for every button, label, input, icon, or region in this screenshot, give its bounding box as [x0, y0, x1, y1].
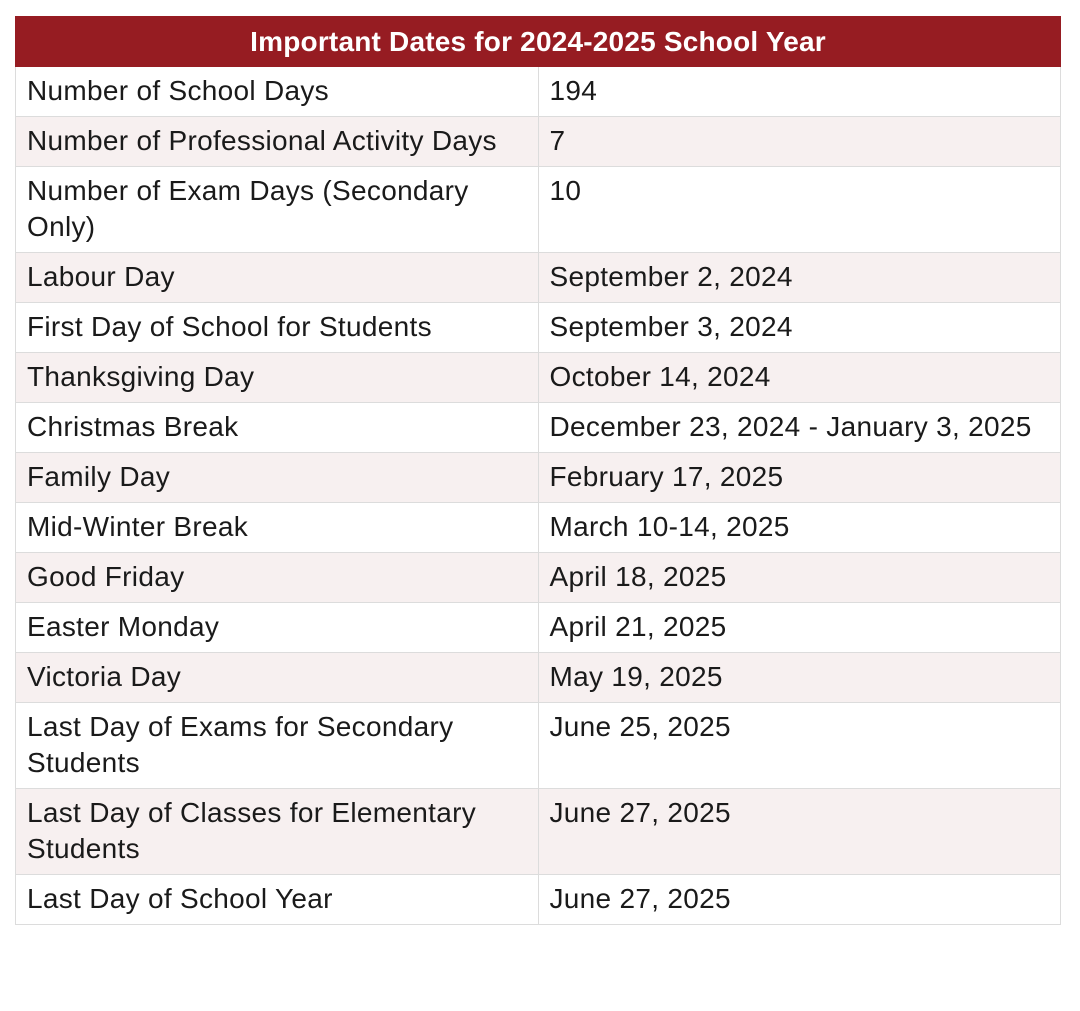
event-label-cell: Number of School Days: [16, 67, 539, 117]
event-label-cell: Christmas Break: [16, 403, 539, 453]
event-label-cell: Labour Day: [16, 253, 539, 303]
event-date-cell: September 3, 2024: [538, 303, 1061, 353]
table-row: [16, 703, 1061, 789]
event-date-cell: December 23, 2024 - January 3, 2025: [538, 403, 1061, 453]
table-row: [16, 503, 1061, 553]
event-date-cell: September 2, 2024: [538, 253, 1061, 303]
event-date-cell: May 19, 2025: [538, 653, 1061, 703]
event-label-cell: Number of Professional Activity Days: [16, 117, 539, 167]
event-date-cell: 10: [538, 167, 1061, 253]
table-header-row: [16, 17, 1061, 67]
table-row: [16, 303, 1061, 353]
table-row: [16, 603, 1061, 653]
event-date-cell: April 18, 2025: [538, 553, 1061, 603]
event-date-cell: April 21, 2025: [538, 603, 1061, 653]
event-label-cell: Victoria Day: [16, 653, 539, 703]
table-row: [16, 553, 1061, 603]
table-row: [16, 653, 1061, 703]
table-row: [16, 789, 1061, 875]
table-row: [16, 403, 1061, 453]
table-body: [16, 67, 1061, 925]
event-date-cell: June 27, 2025: [538, 789, 1061, 875]
event-date-cell: February 17, 2025: [538, 453, 1061, 503]
table-row: [16, 353, 1061, 403]
table-row: [16, 253, 1061, 303]
event-label-cell: Thanksgiving Day: [16, 353, 539, 403]
event-label-cell: Last Day of Exams for Secondary Students: [16, 703, 539, 789]
event-date-cell: June 25, 2025: [538, 703, 1061, 789]
important-dates-container: [15, 16, 1061, 925]
important-dates-table: [15, 16, 1061, 925]
event-label-cell: Number of Exam Days (Secondary Only): [16, 167, 539, 253]
event-date-cell: March 10-14, 2025: [538, 503, 1061, 553]
event-label-cell: Good Friday: [16, 553, 539, 603]
table-row: [16, 875, 1061, 925]
table-title: Important Dates for 2024-2025 School Year: [16, 17, 1061, 67]
event-label-cell: Last Day of Classes for Elementary Students: [16, 789, 539, 875]
event-label-cell: Easter Monday: [16, 603, 539, 653]
event-label-cell: Mid-Winter Break: [16, 503, 539, 553]
event-date-cell: June 27, 2025: [538, 875, 1061, 925]
event-label-cell: Family Day: [16, 453, 539, 503]
table-row: [16, 117, 1061, 167]
event-date-cell: 194: [538, 67, 1061, 117]
table-row: [16, 453, 1061, 503]
event-label-cell: First Day of School for Students: [16, 303, 539, 353]
event-label-cell: Last Day of School Year: [16, 875, 539, 925]
table-row: [16, 167, 1061, 253]
event-date-cell: October 14, 2024: [538, 353, 1061, 403]
event-date-cell: 7: [538, 117, 1061, 167]
table-row: [16, 67, 1061, 117]
